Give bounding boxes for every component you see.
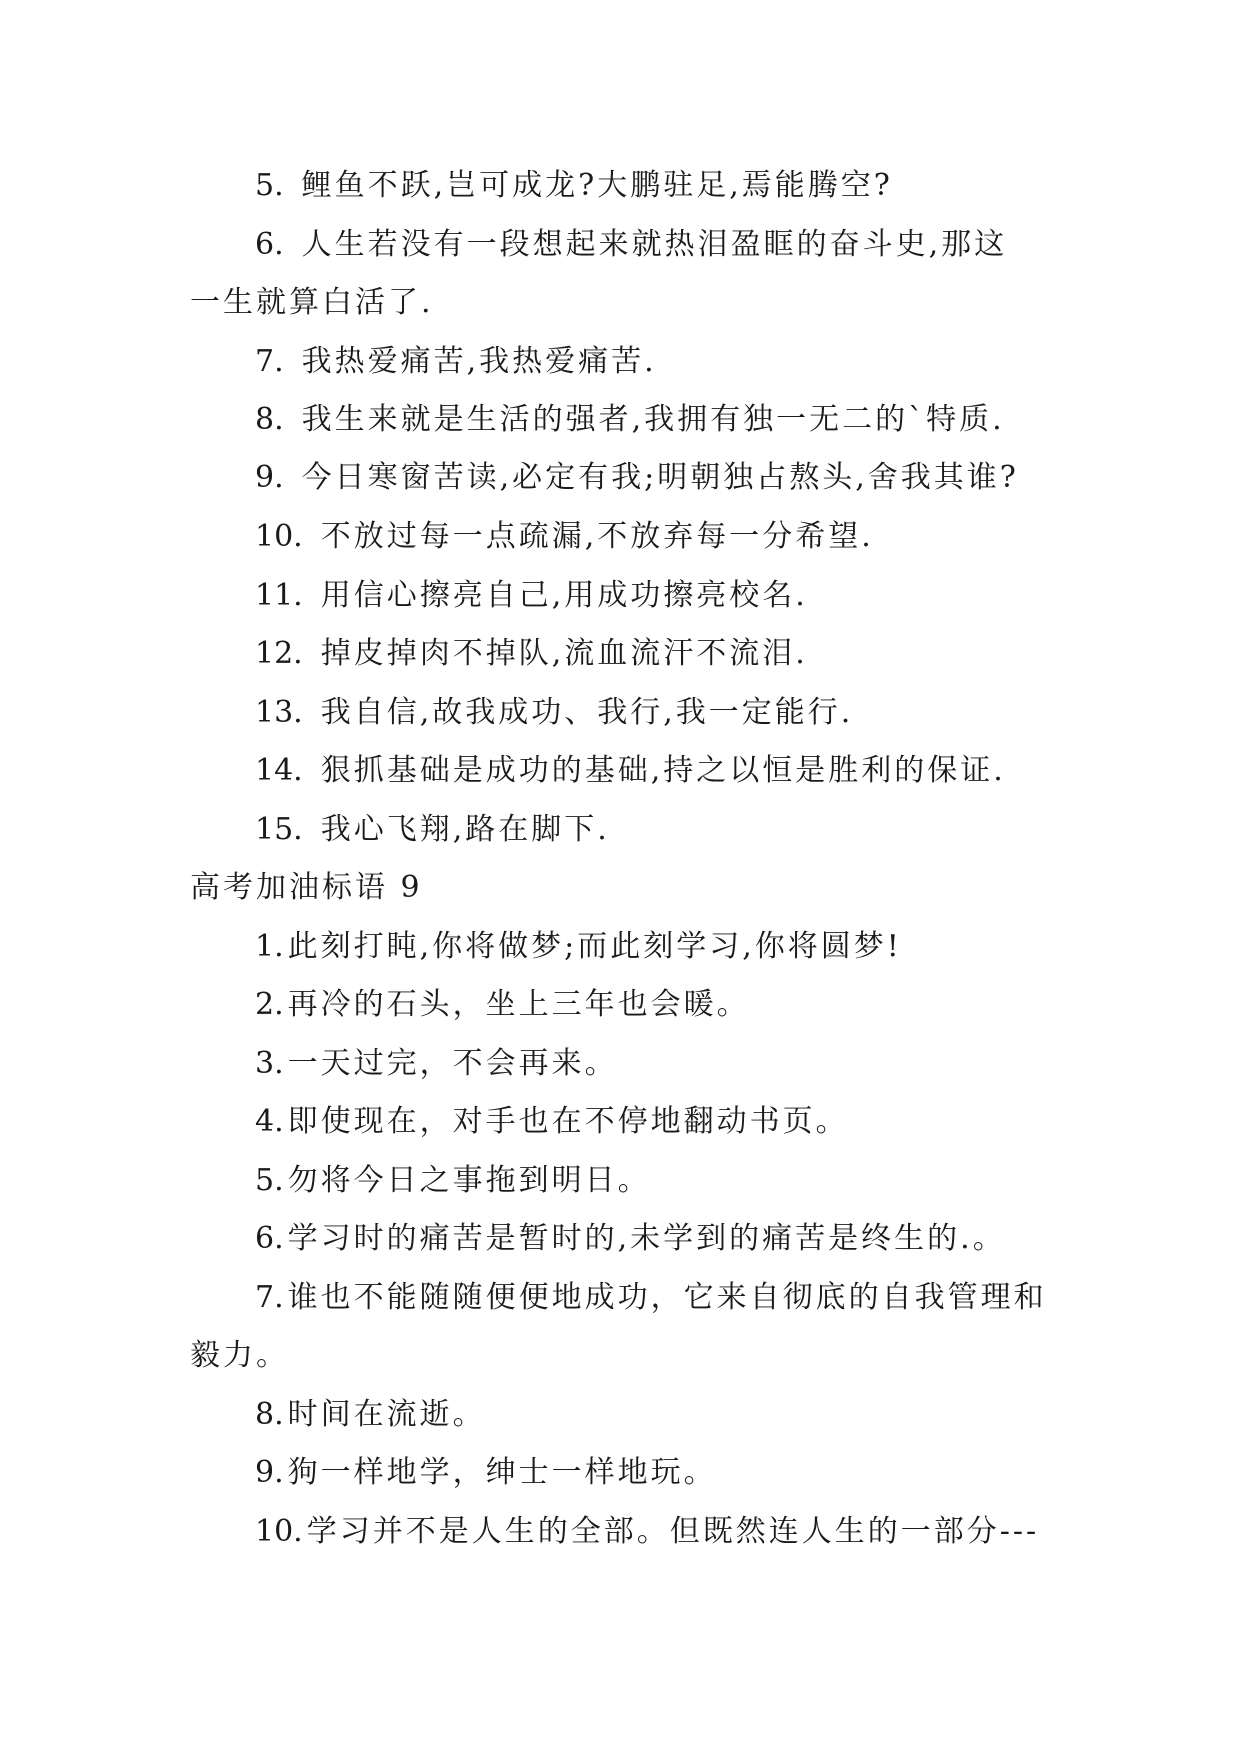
list-item [255, 1219, 1006, 1259]
item-number: 7. [255, 1280, 284, 1315]
item-number: 6. [255, 1221, 284, 1256]
item-text: 即使现在，对手也在不停地翻动书页。 [287, 1104, 849, 1139]
list-item [255, 810, 610, 850]
list-item [255, 751, 1006, 791]
item-number: 10. [255, 519, 303, 554]
list-item [255, 634, 808, 674]
list-item [255, 1453, 717, 1493]
list-item [255, 1278, 1047, 1318]
item-number: 1. [255, 929, 284, 964]
item-number: 15. [255, 812, 303, 847]
item-text: 狗一样地学，绅士一样地玩。 [287, 1455, 717, 1490]
item-text: 不放过每一点疏漏,不放弃每一分希望. [320, 519, 874, 554]
item-text: 我热爱痛苦,我热爱痛苦. [301, 344, 657, 379]
list-item [255, 927, 902, 967]
item-number: 6. [255, 227, 284, 262]
item-text: 我心飞翔,路在脚下. [320, 812, 610, 847]
list-item [255, 985, 750, 1025]
item-number: 5. [255, 168, 284, 203]
item-text: 此刻打盹,你将做梦;而此刻学习,你将圆梦! [287, 929, 902, 964]
item-number: 12. [255, 636, 303, 671]
list-item [255, 342, 657, 382]
item-text: 勿将今日之事拖到明日。 [287, 1163, 651, 1198]
list-item [255, 1512, 1039, 1552]
item-text: 学习时的痛苦是暂时的,未学到的痛苦是终生的.。 [287, 1221, 1006, 1256]
list-item [255, 1395, 486, 1435]
item-text: 毅力。 [190, 1338, 289, 1373]
item-text: 再冷的石头，坐上三年也会暖。 [287, 987, 750, 1022]
item-text: 我生来就是生活的强者,我拥有独一无二的`特质. [301, 402, 1005, 437]
item-text: 今日寒窗苦读,必定有我;明朝独占熬头,舍我其谁? [301, 460, 1019, 495]
item-number: 2. [255, 987, 284, 1022]
section-heading-text: 高考加油标语 9 [190, 870, 423, 905]
item-number: 11. [255, 578, 303, 613]
item-number: 8. [255, 1397, 284, 1432]
item-number: 14. [255, 753, 303, 788]
item-number: 8. [255, 402, 284, 437]
list-item [255, 225, 1007, 265]
list-item [255, 166, 893, 206]
item-text: 鲤鱼不跃,岂可成龙?大鹏驻足,焉能腾空? [301, 168, 893, 203]
item-number: 3. [255, 1046, 284, 1081]
list-item [255, 1102, 849, 1142]
item-number: 4. [255, 1104, 284, 1139]
list-item [255, 693, 853, 733]
item-number: 13. [255, 695, 303, 730]
list-item [255, 517, 874, 557]
item-text: 一生就算白活了. [190, 285, 434, 320]
item-text: 学习并不是人生的全部。但既然连人生的一部分--- [306, 1514, 1040, 1549]
section-heading [190, 868, 423, 908]
item-continuation [190, 283, 434, 323]
item-text: 谁也不能随随便便地成功，它来自彻底的自我管理和 [287, 1280, 1047, 1315]
item-text: 狠抓基础是成功的基础,持之以恒是胜利的保证. [320, 753, 1006, 788]
item-number: 5. [255, 1163, 284, 1198]
item-number: 10. [255, 1514, 303, 1549]
list-item [255, 1044, 618, 1084]
item-text: 时间在流逝。 [287, 1397, 486, 1432]
item-continuation [190, 1336, 289, 1376]
item-text: 用信心擦亮自己,用成功擦亮校名. [320, 578, 808, 613]
item-text: 一天过完，不会再来。 [287, 1046, 618, 1081]
item-text: 我自信,故我成功、我行,我一定能行. [320, 695, 854, 730]
list-item [255, 576, 808, 616]
item-text: 人生若没有一段想起来就热泪盈眶的奋斗史,那这 [301, 227, 1008, 262]
list-item [255, 400, 1005, 440]
list-item [255, 458, 1019, 498]
item-text: 掉皮掉肉不掉队,流血流汗不流泪. [320, 636, 808, 671]
item-number: 9. [255, 1455, 284, 1490]
item-number: 9. [255, 460, 284, 495]
list-item [255, 1161, 651, 1201]
item-number: 7. [255, 344, 284, 379]
